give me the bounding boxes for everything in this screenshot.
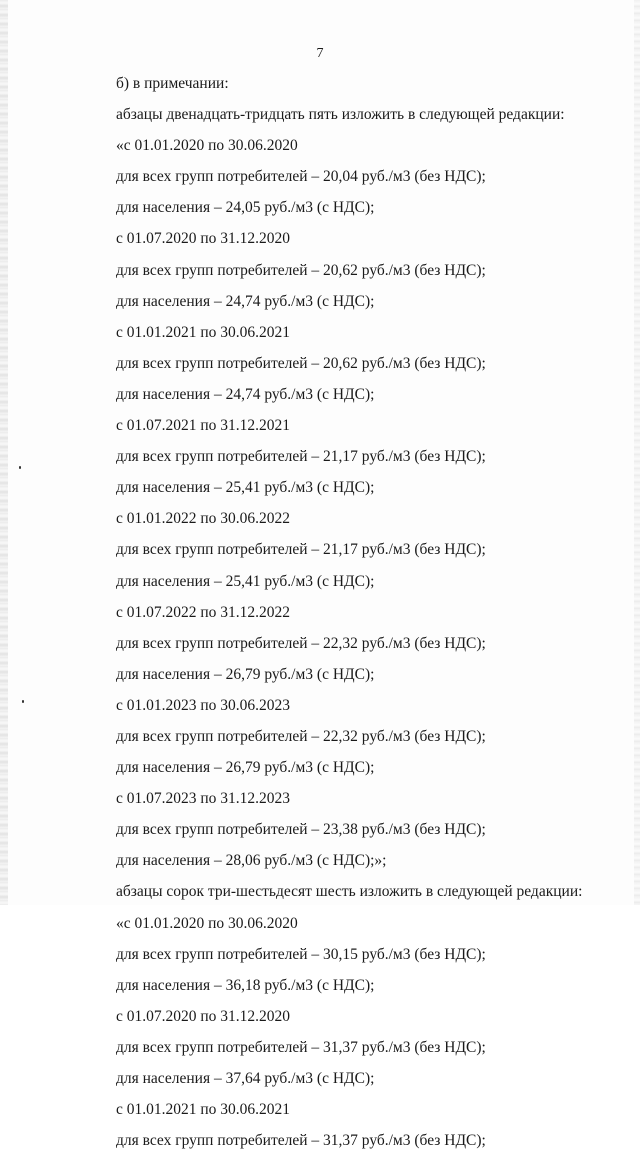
text-line: для населения – 24,74 руб./м3 (с НДС); [116,292,375,310]
text-line: для населения – 25,41 руб./м3 (с НДС); [116,572,375,590]
page-number: 7 [316,46,324,61]
text-line: для всех групп потребителей – 21,17 руб./м3 (без НДС); [116,541,486,559]
text-line: для населения – 26,79 руб./м3 (с НДС); [116,665,375,683]
document-body [116,68,626,1156]
text-line: для всех групп потребителей – 23,38 руб./м3 (без НДС); [116,821,486,839]
text-line: для населения – 26,79 руб./м3 (с НДС); [116,759,375,777]
text-line: «с 01.01.2020 по 30.06.2020 [116,914,298,932]
text-line: с 01.07.2022 по 31.12.2022 [116,603,291,621]
text-line: б) в примечании: [116,75,229,92]
text-line: с 01.01.2021 по 30.06.2021 [116,323,291,341]
scan-left-edge [0,0,8,905]
text-line: с 01.01.2021 по 30.06.2021 [116,1101,291,1119]
text-line: для всех групп потребителей – 22,32 руб./м3 (без НДС); [116,727,486,745]
scan-speck [22,700,24,703]
text-line: для всех групп потребителей – 30,15 руб./м3 (без НДС); [116,945,486,963]
scan-right-edge [634,0,640,905]
text-line: для всех групп потребителей – 20,62 руб./м3 (без НДС); [116,261,486,279]
text-line: для всех групп потребителей – 20,62 руб./м3 (без НДС); [116,354,486,372]
text-line: с 01.01.2023 по 30.06.2023 [116,696,291,714]
text-line: с 01.07.2021 по 31.12.2021 [116,417,291,435]
text-line: с 01.07.2023 по 31.12.2023 [116,790,291,808]
text-line: для всех групп потребителей – 31,37 руб./м3 (без НДС); [116,1132,486,1150]
scan-speck [19,466,21,469]
text-line: для населения – 28,06 руб./м3 (с НДС);»; [116,852,387,870]
text-line: для всех групп потребителей – 20,04 руб./м3 (без НДС); [116,168,486,186]
text-line: для населения – 37,64 руб./м3 (с НДС); [116,1070,375,1087]
text-line: для населения – 24,05 руб./м3 (с НДС); [116,199,375,217]
text-line: с 01.07.2020 по 31.12.2020 [116,1007,291,1025]
text-line: с 01.07.2020 по 31.12.2020 [116,230,291,248]
text-line: для населения – 36,18 руб./м3 (с НДС); [116,976,375,994]
text-line: для населения – 25,41 руб./м3 (с НДС); [116,479,375,497]
text-line: абзацы сорок три-шестьдесят шесть изложить в следующей редакции: [116,883,583,901]
text-line: для всех групп потребителей – 31,37 руб./м3 (без НДС); [116,1038,486,1056]
text-line: для всех групп потребителей – 22,32 руб./м3 (без НДС); [116,634,486,652]
text-line: для населения – 24,74 руб./м3 (с НДС); [116,385,375,403]
text-line: для всех групп потребителей – 21,17 руб./м3 (без НДС); [116,448,486,466]
text-line: с 01.01.2022 по 30.06.2022 [116,510,291,528]
text-line: «с 01.01.2020 по 30.06.2020 [116,137,298,155]
text-line: абзацы двенадцать-тридцать пять изложить в следующей редакции: [116,106,565,124]
